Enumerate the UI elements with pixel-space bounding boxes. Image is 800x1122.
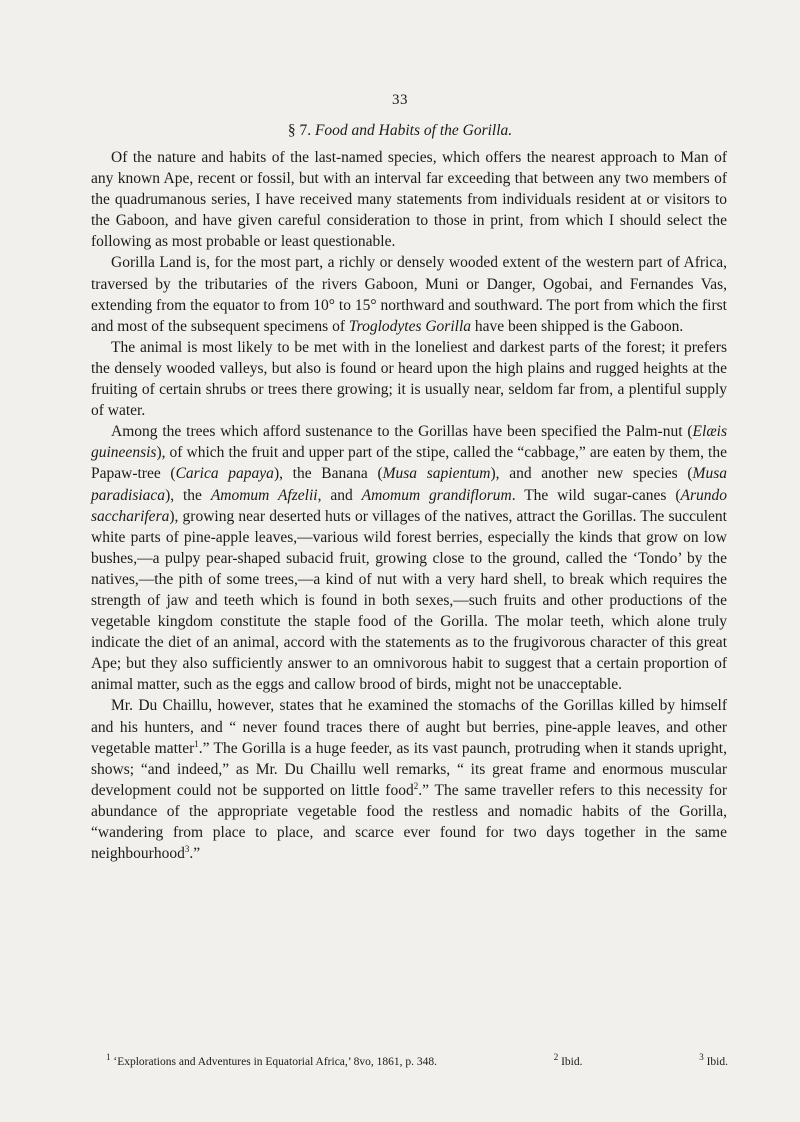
footnote-text: Ibid. xyxy=(706,1056,728,1068)
section-mark: § 7. xyxy=(287,122,312,139)
paragraph-4-text: . The wild sugar-canes ( xyxy=(511,486,681,504)
paragraph-2 xyxy=(91,252,727,336)
paragraph-2-text-b: have been shipped is the Gaboon. xyxy=(471,317,684,335)
species-name: Musa paradisiaca xyxy=(91,465,727,504)
species-name: Amomum grandiflorum xyxy=(361,486,512,504)
species-name: Troglodytes Gorilla xyxy=(348,317,472,335)
footnote-3 xyxy=(699,1052,728,1069)
paragraph-4-text: ), the Banana ( xyxy=(273,465,383,483)
footnote-text: Ibid. xyxy=(561,1056,583,1068)
footnote-text: ‘Explorations and Adventures in Equatorial Africa,’ 8vo, 1861, p. 348. xyxy=(113,1056,438,1068)
section-heading xyxy=(0,122,800,140)
paragraph-3: The animal is most likely to be met with in the loneliest and darkest parts of the forest; it prefers the densely wooded valleys, but also is found or heard upon the high plains and rugged heights at the fruiting of certain shrubs or trees there growing; it is usually near, seldom far from, a plentiful supply of water. xyxy=(91,338,727,420)
paragraph-2-text-a: Gorilla Land is, for the most part, a richly or densely wooded extent of the western part of Africa, traversed by the tributaries of the rivers Gaboon, Muni or Danger, Ogobai, and Fernandes Vas, extending from the equator to from 10° to 15° northward and southward. The port from which the first and most of the subsequent specimens of xyxy=(91,254,727,335)
footnote-mark: 3 xyxy=(699,1052,704,1063)
footnotes xyxy=(106,1052,728,1069)
footnote-ref-2: 2 xyxy=(413,780,419,791)
footnote-mark: 2 xyxy=(553,1052,559,1063)
paragraph-5-text: Mr. Du Chaillu, however, states that he examined the stomachs of the Gorillas killed by himself and his hunters, and “ never found traces there of aught but berries, pine-apple leaves, and other vegetable matter xyxy=(91,697,727,757)
footnote-mark: 1 xyxy=(106,1052,111,1063)
paragraph-5-text: .” The same traveller refers to this necessity for abundance of the appropriate vegetable food the restless and nomadic habits of the Gorilla, “wandering from place to place, and scarce ever found for two days together in the same neighbourhood xyxy=(91,781,728,863)
section-title: Food and Habits of the Gorilla. xyxy=(314,122,513,139)
paragraph-5-text: .” xyxy=(189,845,201,863)
footnote-ref-3: 3 xyxy=(184,843,190,854)
paragraph-4-text: ), of which the fruit and upper part of the stipe, called the “cabbage,” are eaten by them, the Papaw-tree ( xyxy=(91,444,727,483)
paragraph-4 xyxy=(91,421,727,695)
footnote-2 xyxy=(553,1052,583,1069)
species-name: Amomum Afzelii xyxy=(210,486,318,504)
species-name: Musa sapientum xyxy=(382,465,491,483)
paragraph-4-text: ), the xyxy=(165,486,211,504)
page-number: 33 xyxy=(392,92,408,108)
species-name: Arundo saccharifera xyxy=(91,486,727,525)
paragraph-4-text: Among the trees which afford sustenance to the Gorillas have been specified the Palm-nut ( xyxy=(111,423,693,441)
paragraph-1: Of the nature and habits of the last-named species, which offers the nearest approach to Man of any known Ape, recent or fossil, but with an interval far exceeding that between any two members of the quadrumanous series, I have received many statements from individuals resident at or visitors to the Gaboon, and have given careful consideration to those in print, from which I should select the following as most probable or least questionable. xyxy=(91,149,727,251)
species-name: Carica papaya xyxy=(175,465,274,483)
footnote-ref-1: 1 xyxy=(194,738,199,749)
paragraph-4-text: ), growing near deserted huts or villages of the natives, attract the Gorillas. The succulent white parts of pine-apple leaves,—various wild forest berries, especially the kinds that grow on low bushes,—a pulpy pear-shaped subacid fruit, growing close to the ground, called the ‘Tondo’ by the natives,—the pith of some trees,—a kind of nut with a very hard shell, to break which requires the strength of jaw and teeth which is found in both sexes,—such fruits and other productions of the vegetable kingdom constitute the staple food of the Gorilla. The molar teeth, which alone truly indicate the diet of an animal, accord with the statements as to the frugivorous character of this great Ape; but they also sufficiently answer to an omnivorous habit to suggest that a certain proportion of animal matter, such as the eggs and callow brood of birds, might not be unacceptable. xyxy=(91,507,727,694)
body-text xyxy=(91,147,727,864)
paragraph-4-text: ), and another new species ( xyxy=(490,465,693,483)
species-name: Elæis guineensis xyxy=(91,423,727,462)
footnote-1 xyxy=(106,1052,438,1069)
paragraph-4-text: , and xyxy=(317,486,362,504)
paragraph-5 xyxy=(91,695,727,864)
paragraph-5-text: .” The Gorilla is a huge feeder, as its vast paunch, protruding when it stands upright, shows; “and indeed,” as Mr. Du Chaillu well remarks, “ its great frame and enormous muscular development could not be supported on little food xyxy=(91,739,727,799)
